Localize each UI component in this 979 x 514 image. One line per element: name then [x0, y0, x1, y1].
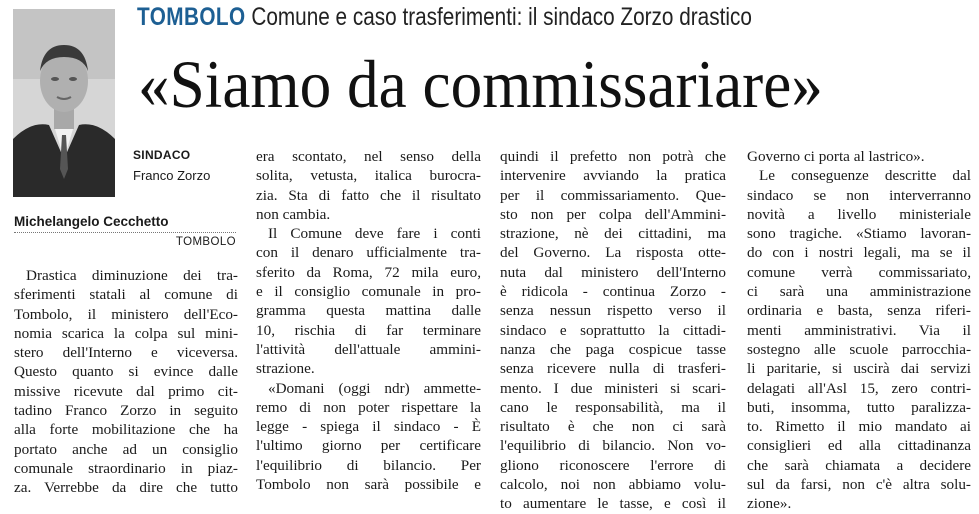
text-line: intervenire avviando la pratica	[500, 167, 726, 185]
article-column-3	[500, 147, 726, 514]
text-line: zia. Sta di fatto che il risultato	[256, 186, 481, 204]
text-line: calcolo, noi non abbiamo volu-	[500, 476, 726, 494]
article-kicker	[137, 2, 833, 32]
text-line: li paritarie, si uscirà dai servizi	[747, 360, 971, 378]
text-line: Tombolo, il ministero dell'Eco-	[14, 305, 238, 323]
text-line: ordinaria e basta, senza riferi-	[747, 302, 971, 320]
text-line: e il consiglio comunale in pro-	[256, 283, 481, 301]
photo-caption-name: Franco Zorzo	[133, 168, 211, 183]
text-line: nanza che paga cospicue tasse	[500, 340, 726, 358]
text-line: missive ricevute dal primo cit-	[14, 382, 238, 400]
dateline: TOMBOLO	[175, 236, 236, 248]
article-headline: «Siamo da commissariare»	[138, 46, 823, 122]
text-line: cano le responsabilità, ma il	[500, 398, 726, 416]
text-line: sostegno alle scuole parrocchia-	[747, 340, 971, 358]
text-line: Governo ci porta al lastrico».	[747, 148, 925, 165]
text-line: del Governo. La risposta otte-	[500, 244, 726, 262]
text-line: portato anche ad un consiglio	[14, 440, 238, 458]
text-line: l'ultimo giorno per certificare	[256, 437, 481, 455]
text-line: senza ricevere nulla di trasferi-	[500, 360, 726, 378]
text-line: l'equilibrio di bilancio. Non vo-	[500, 437, 726, 455]
text-line: gramma questa mattina dalle	[256, 302, 481, 320]
photo-caption-label: SINDACO	[133, 148, 191, 162]
text-line: buti, insomma, tutto paralizza-	[747, 398, 971, 416]
article-column-2	[256, 147, 481, 494]
text-line: delagati all'Asl 15, zero contri-	[747, 379, 971, 397]
text-line: Drastica diminuzione dei tra-	[26, 267, 238, 284]
text-line: quindi il prefetto non potrà che	[500, 148, 726, 165]
text-line: to aumentare le tasse, e così il	[500, 495, 726, 513]
text-line: era scontato, nel senso della	[256, 148, 481, 165]
text-line: solita, vetusta, italica burocra-	[256, 167, 481, 185]
text-line: l'equilibrio di bilancio. Per	[256, 456, 481, 474]
text-line: l'attività dell'attuale ammini-	[256, 340, 481, 358]
text-line: sto non per colpa dell'Ammini-	[500, 205, 726, 223]
text-line: Tombolo non sarà possibile e	[256, 476, 481, 494]
text-line: è ridicola - continua Zorzo -	[500, 283, 726, 301]
text-line: mento. I due ministeri si scari-	[500, 379, 726, 397]
text-line: sul da farsi, non c'è altra solu-	[747, 476, 971, 494]
text-line: strazione, nè dei cittadini, ma	[500, 225, 726, 243]
text-line: comunale straordinario in piaz-	[14, 459, 238, 477]
text-line: sindaco se non interverranno	[747, 186, 971, 204]
text-line: Le conseguenze descritte dal	[759, 167, 971, 185]
text-line: ci sarà una amministrazione	[747, 283, 971, 301]
text-line: con il denaro ufficialmente tra-	[256, 244, 481, 262]
text-line: za. Verrebbe da dire che tutto	[14, 479, 238, 497]
kicker-text: Comune e caso trasferimenti: il sindaco Zorzo drastico	[251, 3, 752, 31]
text-line: comune verrà commissariato,	[747, 263, 971, 281]
text-line: tadino Franco Zorzo in seguito	[14, 402, 238, 420]
author-byline: Michelangelo Cecchetto	[14, 214, 169, 229]
text-line: senza nessun rispetto verso il	[500, 302, 726, 320]
text-line: nomia scarica la colpa sul mini-	[14, 324, 238, 342]
text-line: legge - spiega il sindaco - È	[256, 418, 481, 436]
mayor-photo	[13, 9, 115, 197]
text-line: gliono riconoscere l'errore di	[500, 456, 726, 474]
text-line: sindaco e soprattutto la cittadi-	[500, 321, 726, 339]
text-line: che sarà chiamata a decidere	[747, 456, 971, 474]
text-line: per il commissariamento. Que-	[500, 186, 726, 204]
text-line: to. Rimetto il mio mandato ai	[747, 418, 971, 436]
text-line: zione».	[747, 495, 792, 513]
text-line: stero dell'Interno e viceversa.	[14, 344, 238, 362]
text-line: «Domani (oggi ndr) ammette-	[268, 379, 481, 397]
text-line: nuta dal ministero dell'Interno	[500, 263, 726, 281]
text-line: do con i nostri legali, ma se il	[747, 244, 971, 262]
article-column-1	[14, 266, 238, 498]
text-line: 10, rischia di far terminare	[256, 321, 481, 339]
text-line: menti amministrativi. Via il	[747, 321, 971, 339]
text-line: non cambia.	[256, 205, 331, 223]
text-line: consiglieri ed alla cittadinanza	[747, 437, 971, 455]
text-line: sferimenti statali al comune di	[14, 286, 238, 304]
text-line: Questo quanto si evince dalle	[14, 363, 238, 381]
article-column-4	[747, 147, 971, 514]
text-line: strazione.	[256, 360, 315, 378]
text-line: alla forte mobilitazione che ha	[14, 421, 238, 439]
text-line: Il Comune deve fare i conti	[268, 225, 481, 243]
kicker-location: TOMBOLO	[137, 3, 246, 31]
text-line: sono tragiche. «Stiamo lavoran-	[747, 225, 971, 243]
text-line: risultato è che non ci sarà	[500, 418, 726, 436]
text-line: novità a livello ministeriale	[747, 205, 971, 223]
text-line: remo di non poter rispettare la	[256, 398, 481, 416]
byline-divider	[14, 232, 236, 233]
text-line: sferito da Roma, 72 mila euro,	[256, 263, 481, 281]
